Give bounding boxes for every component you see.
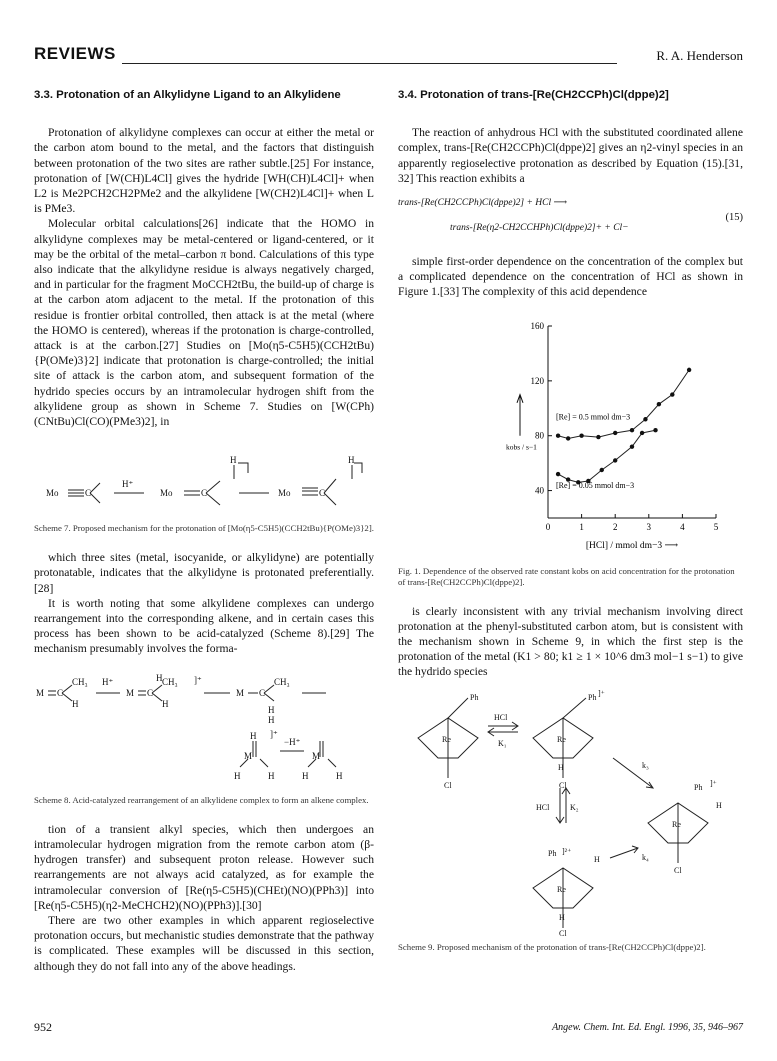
page-number: 952 — [34, 1020, 52, 1034]
svg-text:H: H — [72, 698, 79, 709]
svg-text:C: C — [57, 687, 64, 698]
equation-line-2: trans-[Re(η2-CH2CCHPh)Cl(dppe)2]+ + Cl− — [450, 223, 629, 234]
svg-text:C: C — [319, 488, 326, 499]
svg-text:K₁: K₁ — [498, 738, 507, 748]
data-point — [596, 435, 600, 439]
svg-text:H: H — [250, 730, 257, 741]
x-tick-label: 0 — [545, 521, 551, 532]
paragraph: Molecular orbital calculations[26] indicate that the HOMO in alkylidyne complexes may be metal-centered or ligand-centered, or it may be the orbital of the metal–carbon π bond. Calculations of this type also indicate that the alkylidyne residue is always negatively charged, and in particular for the fragment MoCCH2tBu, the build-up of charge is at the carbon atom adjacent to the metal. If the protonation of this residue is frontier orbital controlled, then attack is at the metal (where the HOMO is centered), whereas if the protonation is charge-controlled, attack is at the carbon.[27] Studies on [Mo(η5-C5H5)(CCH2tBu){P(OMe)3}2] indicate that protonation is charge-controlled; the initial site of attack is the carbon atom, and subsequent formation of the hydrido species occurs by an intramolecular hydrogen shift from the alkylidene group as shown in Scheme 7. Studies on [W(CPh)(CNtBu)Cl(CO)(PMe3)2], in — [34, 217, 374, 429]
svg-text:H: H — [234, 770, 241, 781]
paragraph: There are two other examples in which apparent regioselective protonation occurs, but mechanistic studies demonstrate that the pathway is complicated. These examples will be discussed in this section, although they do not fall into any of the above headings. — [34, 913, 374, 973]
paragraph: which three sites (metal, isocyanide, or alkylidyne) are potentially protonatable, indicates that the alkylidyne is protonated preferentially.[28] — [34, 551, 374, 595]
y-axis-label: kobs / s−1 — [506, 442, 537, 452]
header-section: REVIEWS — [34, 44, 116, 63]
data-point — [630, 444, 634, 448]
paragraph: is clearly inconsistent with any trivial mechanism involving direct protonation at the phenyl-substituted carbon atom, but is consistent with the mechanism shown in Scheme 9, in which the first step is the protonation of the metal (K1 > 80; k1 ≥ 1 × 10^6 dm3 mol−1 s−1) to give the hydrido species — [398, 604, 743, 679]
section-heading-3-3: 3.3. Protonation of an Alkylidyne Ligand to an Alkylidene — [34, 89, 341, 101]
x-axis-label: [HCl] / mmol dm−3 ⟶ — [585, 540, 679, 551]
scheme-9 — [398, 688, 743, 938]
svg-text:]⁺: ]⁺ — [598, 688, 605, 698]
scheme-8-drawing — [34, 667, 374, 787]
svg-text:H⁺: H⁺ — [102, 676, 114, 687]
svg-text:H: H — [558, 762, 564, 772]
data-point — [600, 467, 604, 471]
svg-text:H: H — [302, 770, 309, 781]
svg-text:H: H — [594, 854, 600, 864]
svg-text:K₂: K₂ — [570, 802, 579, 812]
paragraph: It is worth noting that some alkylidene complexes can undergo rearrangement into the corresponding alkene, and in certain cases this process has been shown to be acid-catalyzed (Scheme 8).[29] The mechanism presumably involves the forma- — [34, 596, 374, 656]
svg-text:Ph: Ph — [588, 692, 597, 702]
svg-text:k₄: k₄ — [642, 852, 649, 862]
equation-line-1: trans-[Re(CH2CCPh)Cl(dppe)2] + HCl ⟶ — [398, 198, 568, 209]
scheme-9-drawing — [398, 688, 743, 938]
svg-text:Mo: Mo — [160, 488, 173, 499]
svg-text:Ph: Ph — [694, 782, 703, 792]
header-author: R. A. Henderson — [656, 48, 743, 63]
equation-15 — [398, 196, 743, 242]
data-point — [643, 417, 647, 421]
x-tick-label: 3 — [646, 521, 652, 532]
series-label: [Re] = 0.05 mmol dm−3 — [556, 480, 635, 490]
data-point — [687, 367, 691, 371]
svg-text:]⁺: ]⁺ — [710, 778, 717, 788]
x-tick-label: 2 — [612, 521, 618, 532]
scheme-9-caption: Scheme 9. Proposed mechanism of the protonation of trans-[Re(CH2CCPh)Cl(dppe)2]. — [398, 941, 706, 952]
data-point — [640, 430, 644, 434]
equation-number: (15) — [725, 212, 743, 224]
svg-text:M: M — [236, 687, 245, 698]
svg-text:C: C — [85, 488, 92, 499]
svg-text:H: H — [348, 455, 355, 466]
svg-text:CH₃: CH₃ — [274, 676, 290, 687]
svg-text:CH₃: CH₃ — [72, 676, 88, 687]
x-tick-label: 5 — [713, 521, 719, 532]
y-tick-label: 80 — [535, 430, 544, 441]
svg-text:M: M — [126, 687, 135, 698]
section-heading-3-4: 3.4. Protonation of trans-[Re(CH2CCPh)Cl(dppe)2] — [398, 89, 669, 101]
svg-text:H: H — [559, 912, 565, 922]
svg-text:Re: Re — [557, 734, 566, 744]
svg-text:Cl: Cl — [674, 865, 682, 875]
svg-text:H: H — [268, 704, 275, 715]
data-point — [653, 428, 657, 432]
x-tick-label: 1 — [579, 521, 584, 532]
data-point — [613, 430, 617, 434]
data-point — [670, 392, 674, 396]
svg-text:H: H — [268, 770, 275, 781]
paragraph: tion of a transient alkyl species, which then undergoes an intramolecular hydrogen migration from the remote carbon atom (β-hydrogen transfer) and subsequent proton release. However such rearrangements are not always acid catalyzed, as for example the intramolecular conversion of [Re(η5-C5H5)(CHEt)(NO)(PPh3)] into [Re(η5-C5H5)(η2-MeCHCH2)(NO)(PPh3)].[30] — [34, 822, 374, 912]
series-line — [558, 370, 689, 439]
svg-text:Cl: Cl — [559, 780, 567, 790]
data-point — [566, 436, 570, 440]
data-point — [556, 472, 560, 476]
svg-text:M: M — [244, 750, 253, 761]
x-tick-label: 4 — [680, 521, 685, 532]
svg-text:M: M — [312, 750, 321, 761]
svg-text:Ph: Ph — [548, 848, 557, 858]
svg-text:Re: Re — [557, 884, 566, 894]
svg-text:H: H — [162, 698, 169, 709]
scheme-8 — [34, 667, 374, 787]
data-point — [579, 433, 583, 437]
svg-text:Cl: Cl — [559, 928, 567, 938]
svg-text:Ph: Ph — [470, 692, 479, 702]
svg-text:H: H — [156, 672, 163, 683]
series-line — [558, 430, 655, 482]
scheme-8-caption: Scheme 8. Acid-catalyzed rearrangement of an alkylidene complex to form an alkene complex. — [34, 794, 369, 805]
right-column — [398, 88, 743, 969]
svg-text:Mo: Mo — [278, 488, 291, 499]
y-tick-label: 160 — [530, 320, 544, 331]
data-point — [556, 433, 560, 437]
figure-1 — [398, 308, 743, 558]
journal-citation: Angew. Chem. Int. Ed. Engl. 1996, 35, 946–967 — [552, 1022, 743, 1033]
svg-text:C: C — [259, 687, 266, 698]
scheme-7-drawing — [34, 443, 374, 515]
svg-text:]⁺: ]⁺ — [270, 728, 278, 739]
y-tick-label: 40 — [535, 485, 544, 496]
svg-text:HCl: HCl — [494, 712, 508, 722]
data-point — [657, 402, 661, 406]
svg-text:CH₃: CH₃ — [162, 676, 178, 687]
svg-text:HCl: HCl — [536, 802, 550, 812]
svg-text:H: H — [230, 455, 237, 466]
paragraph: The reaction of anhydrous HCl with the substituted coordinated allene complex, trans-[Re(CH2CCPh)Cl(dppe)2] gives an η2-vinyl species in an apparently regioselective protonation as described by Equation (15).[31, 32] This reaction exhibits a — [398, 126, 743, 185]
svg-text:Re: Re — [442, 734, 451, 744]
svg-text:k₃: k₃ — [642, 760, 649, 770]
svg-text:−H⁺: −H⁺ — [284, 736, 301, 747]
svg-text:H: H — [336, 770, 343, 781]
svg-text:C: C — [147, 687, 154, 698]
svg-text:M: M — [36, 687, 45, 698]
figure-1-caption: Fig. 1. Dependence of the observed rate constant kobs on acid concentration for the protonation of trans-[Re(CH2CCPh)Cl(dppe)2]. — [398, 565, 735, 587]
svg-text:C: C — [201, 488, 208, 499]
paragraph: Protonation of alkylidyne complexes can occur at either the metal or the carbon atom bound to the metal, and the factors that distinguish between protonation of the two sites are rather subtle.[25] For instance, protonation of [W(CH)L4Cl] gives the hydride [WH(CH)L4Cl]+ when L2 is Me2PCH2CH2PMe2 and the alkylidene [W(CH2)L4Cl]+ when L is PMe3. — [34, 126, 374, 216]
svg-text:Mo: Mo — [46, 488, 59, 499]
svg-text:Cl: Cl — [444, 780, 452, 790]
svg-text:]⁺: ]⁺ — [194, 674, 202, 685]
scheme-7 — [34, 443, 374, 515]
header-rule — [122, 63, 617, 64]
data-point — [613, 458, 617, 462]
paragraph: simple first-order dependence on the concentration of the complex but a complicated dependence on the concentration of HCl as shown in Figure 1.[33] The complexity of this acid dependence — [398, 255, 743, 299]
svg-text:H: H — [268, 714, 275, 725]
svg-text:Re: Re — [672, 819, 681, 829]
svg-text:]²⁺: ]²⁺ — [562, 846, 572, 856]
svg-text:H⁺: H⁺ — [122, 479, 134, 490]
y-tick-label: 120 — [530, 375, 544, 386]
scheme-7-caption: Scheme 7. Proposed mechanism for the protonation of [Mo(η5-C5H5)(CCH2tBu){P(OMe)3}2]. — [34, 523, 374, 534]
data-point — [630, 428, 634, 432]
figure-1-chart — [398, 308, 743, 558]
left-column — [34, 88, 374, 974]
series-label: [Re] = 0.5 mmol dm−3 — [556, 411, 631, 421]
svg-text:H: H — [716, 800, 722, 810]
